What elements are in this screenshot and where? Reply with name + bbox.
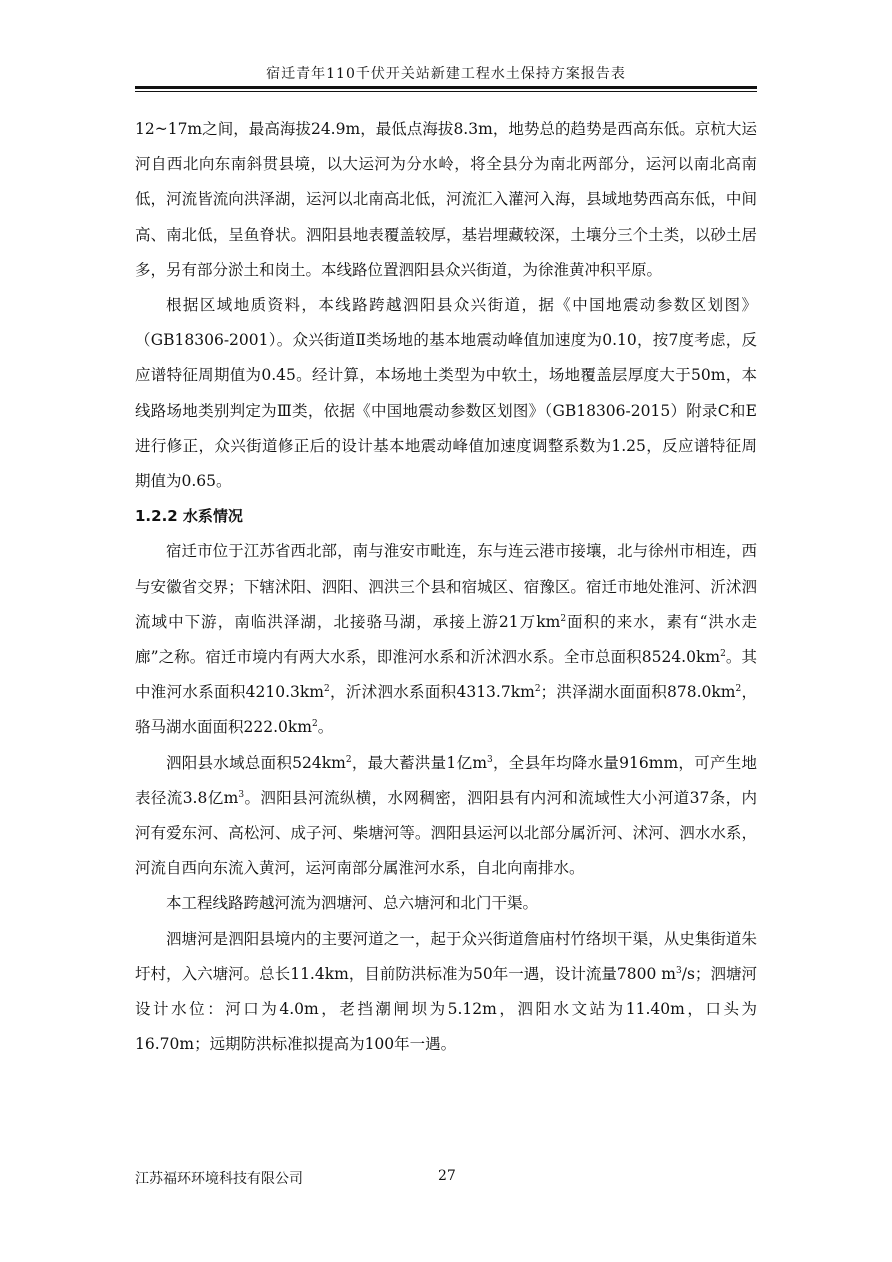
page-header-title: 宿迁青年110千伏开关站新建工程水土保持方案报告表 — [266, 66, 626, 82]
paragraph-suqian-water: 宿迁市位于江苏省西北部，南与淮安市毗连，东与连云港市接壤，北与徐州市相连，西与安徽省交界；下辖沭阳、泗阳、泗洪三个县和宿城区、宿豫区。宿迁市地处淮河、沂沭泗流域中下游，南临洪泽湖，北接骆马湖，承接上游21万$km^2$面积的来水，素有“洪水走廊”之称。宿迁市境内有两大水系，即淮河水系和沂沭泗水系。全市总面积$8524.0km^2$。其中淮河水系面积$4210.3km^2$，沂沭泗水系面积$4313.7km^2$；洪泽湖水面面积$878.0km^2$，骆马湖水面面积$222.0km^2$。 — [135, 542, 758, 737]
paragraph-terrain: 12~17m之间，最高海拔24.9m，最低点海拔8.3m，地势总的趋势是西高东低。京杭大运河自西北向东南斜贯县境，以大运河为分水岭，将全县分为南北两部分，运河以南北高南低，河流皆流向洪泽湖，运河以北南高北低，河流汇入灌河入海，县域地势西高东低，中间高、南北低，呈鱼脊状。泗阳县地表覆盖较厚，基岩埋藏较深，土壤分三个土类，以砂土居多，另有部分淤土和岗土。本线路位置泗阳县众兴街道，为徐淮黄冲积平原。 — [135, 120, 757, 279]
paragraph-sitang-river: 泗塘河是泗阳县境内的主要河道之一，起于众兴街道詹庙村竹络坝干渠，从史集街道朱圩村，入六塘河。总长11.4km，目前防洪标准为50年一遇，设计流量7800 $m^3/s$；泗塘河设计水位：河口为4.0m，老挡潮闸坝为5.12m，泗阳水文站为11.40m，口头为16.70m；远期防洪标准拟提高为100年一遇。 — [135, 929, 757, 1054]
paragraph-siyang-water: 泗阳县水域总面积$524km^2$，最大蓄洪量1亿$m^3$，全县年均降水量916mm，可产生地表径流3.8亿$m^3$。泗阳县河流纵横，水网稠密，泗阳县有内河和流域性大小河道37条，内河有爱东河、高松河、成子河、柴塘河等。泗阳县运河以北部分属沂河、沭河、泗水水系，河流自西向东流入黄河，运河南部分属淮河水系，自北向南排水。 — [135, 753, 757, 878]
paragraph-crossing-rivers: 本工程线路跨越河流为泗塘河、总六塘河和北门干渠。 — [166, 894, 539, 913]
header-rule — [135, 86, 757, 89]
page-number: 27 — [438, 1168, 456, 1184]
section-heading: 1.2.2 水系情况 — [135, 507, 243, 526]
header-rule-thin — [135, 91, 757, 92]
footer-company: 江苏福环环境科技有限公司 — [135, 1171, 303, 1187]
paragraph-geology: 根据区域地质资料，本线路跨越泗阳县众兴街道，据《中国地震动参数区划图》（GB18306-2001）。众兴街道Ⅱ类场地的基本地震动峰值加速度为0.10，按7度考虑，反应谱特征周期值为0.45。经计算，本场地土类型为中软土，场地覆盖层厚度大于50m，本线路场地类别判定为Ⅲ类，依据《中国地震动参数区划图》（GB18306-2015）附录C和E进行修正，众兴街道修正后的设计基本地震动峰值加速度调整系数为1.25，反应谱特征周期值为0.65。 — [135, 296, 757, 491]
document-body — [135, 112, 757, 1062]
